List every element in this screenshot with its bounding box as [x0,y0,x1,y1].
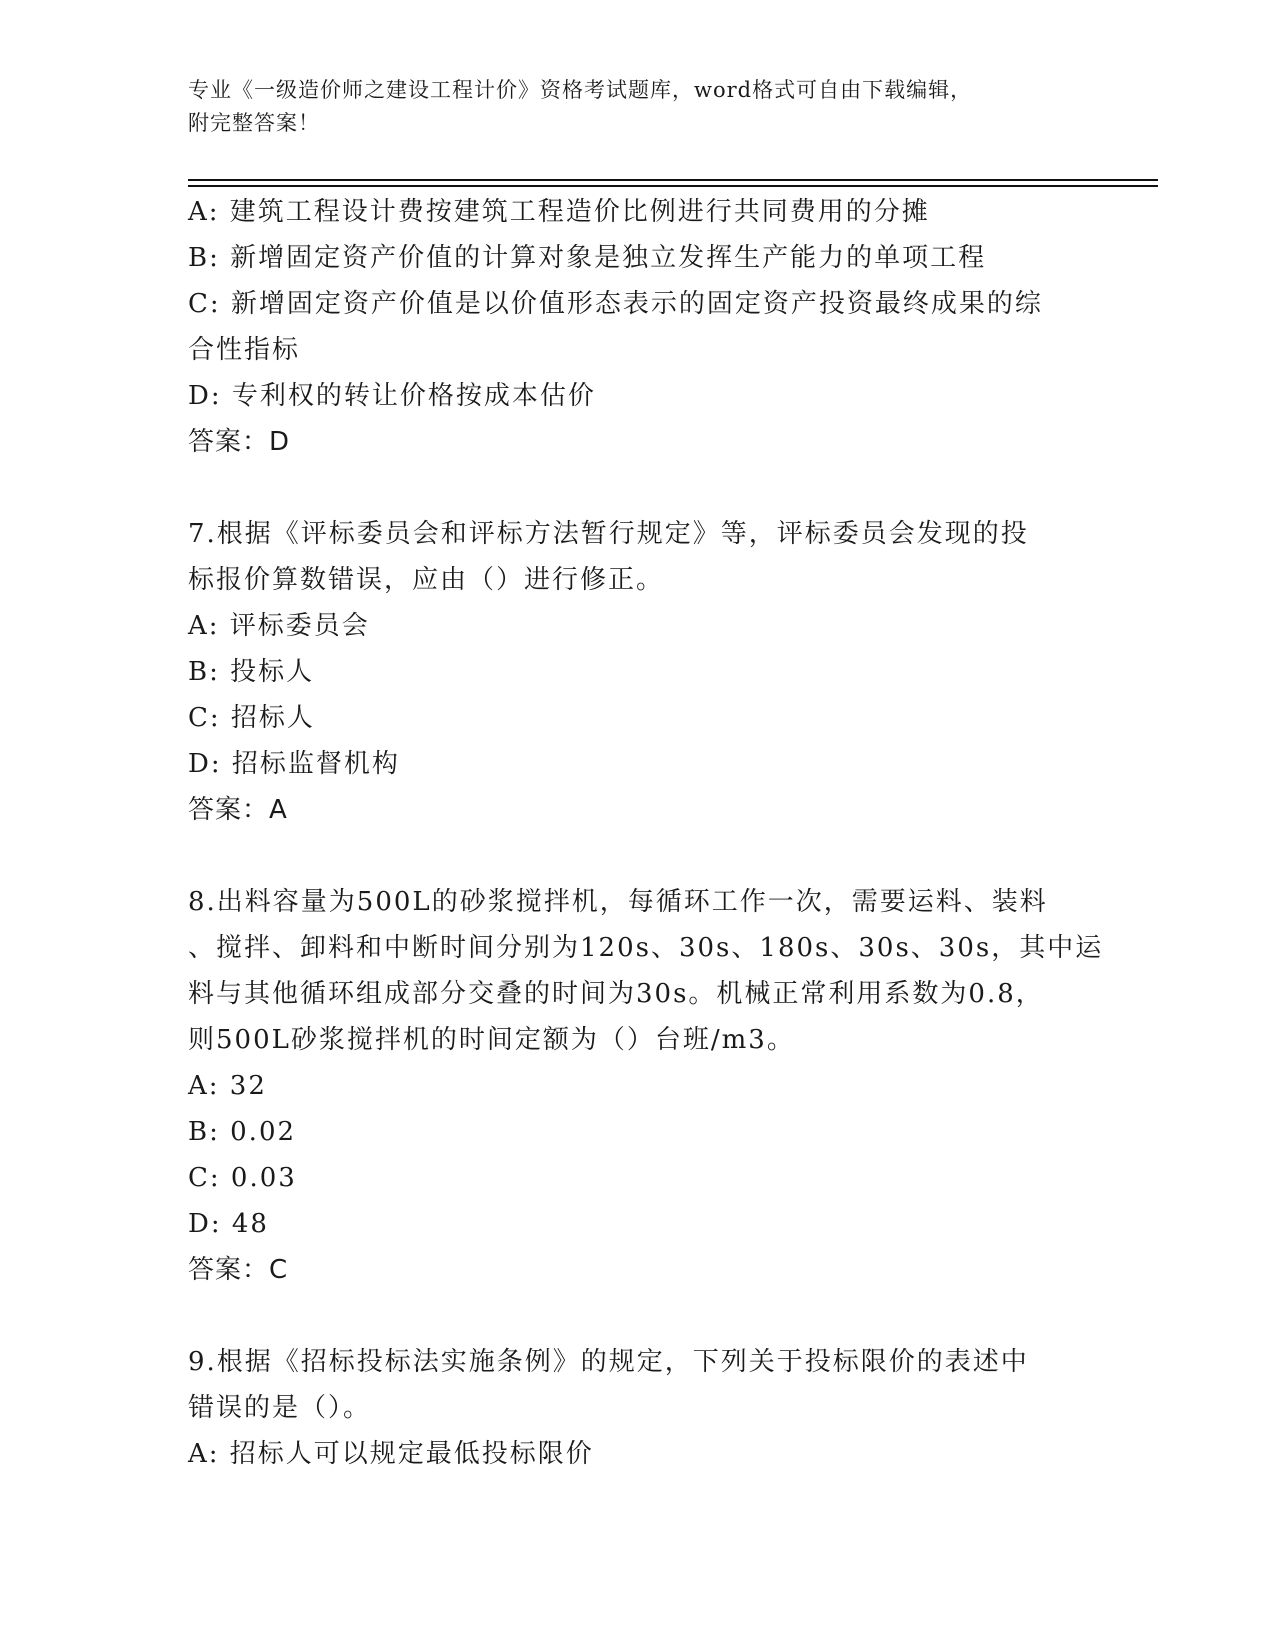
question-9 [188,1339,1088,1477]
option-a: A: 评标委员会 [188,611,370,641]
question-stem-line-2: 、搅拌、卸料和中断时间分别为120s、30s、180s、30s、30s，其中运 [188,933,1104,963]
question-6 [188,189,1088,465]
option-d: D: 招标监督机构 [188,749,400,779]
spacer [188,833,1088,879]
question-stem-line-1: 7.根据《评标委员会和评标方法暂行规定》等，评标委员会发现的投 [188,519,1029,549]
option-a: A: 32 [188,1071,267,1101]
answer: 答案：A [188,795,288,825]
question-7 [188,511,1088,833]
header-divider-top [188,179,1158,181]
header-line-2: 附完整答案！ [188,111,320,135]
question-stem-line-4: 则500L砂浆搅拌机的时间定额为（）台班/m3。 [188,1025,795,1055]
option-d: D: 48 [188,1209,269,1239]
spacer [188,465,1088,511]
question-stem-line-1: 9.根据《招标投标法实施条例》的规定，下列关于投标限价的表述中 [188,1347,1029,1377]
question-8 [188,879,1104,1293]
spacer [188,1293,1088,1339]
question-stem-line-2: 错误的是（）。 [188,1393,372,1423]
option-b: B: 0.02 [188,1117,297,1147]
question-stem-line-2: 标报价算数错误，应由（）进行修正。 [188,565,665,595]
option-b: B: 新增固定资产价值的计算对象是独立发挥生产能力的单项工程 [188,243,987,273]
option-a: A: 招标人可以规定最低投标限价 [188,1439,594,1469]
question-stem-line-3: 料与其他循环组成部分交叠的时间为30s。机械正常利用系数为0.8， [188,979,1044,1009]
option-a: A: 建筑工程设计费按建筑工程造价比例进行共同费用的分摊 [188,197,930,227]
option-b: B: 投标人 [188,657,315,687]
header-line-1: 专业《一级造价师之建设工程计价》资格考试题库，word格式可自由下载编辑， [188,78,973,102]
option-d: D: 专利权的转让价格按成本估价 [188,381,596,411]
option-c: C: 招标人 [188,703,315,733]
answer: 答案：C [188,1255,289,1285]
question-list [188,189,1104,1477]
option-c-line-1: C: 新增固定资产价值是以价值形态表示的固定资产投资最终成果的综 [188,289,1043,319]
document-header [188,74,1068,140]
answer: 答案：D [188,427,291,457]
question-stem-line-1: 8.出料容量为500L的砂浆搅拌机，每循环工作一次，需要运料、装料 [188,887,1048,917]
option-c-line-2: 合性指标 [188,335,301,365]
header-divider-bottom [188,185,1158,187]
option-c: C: 0.03 [188,1163,297,1193]
